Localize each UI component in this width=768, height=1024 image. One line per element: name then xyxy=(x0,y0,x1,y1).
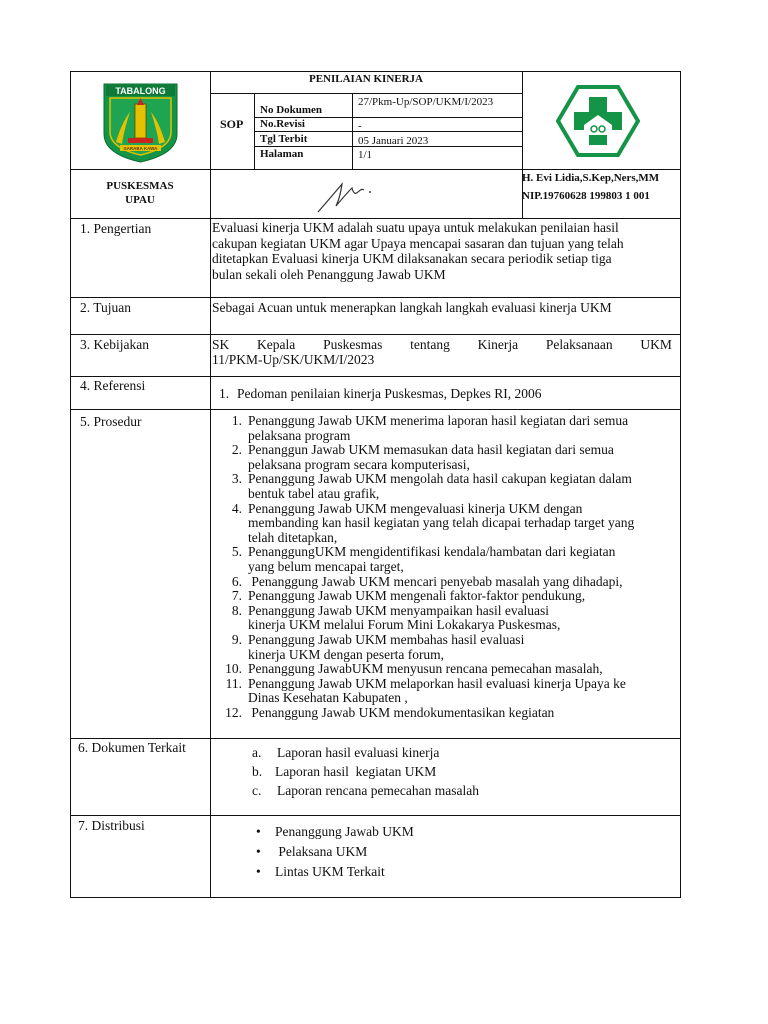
distribusi-item: Pelaksana UKM xyxy=(275,844,368,859)
prosedur-line: Penanggung Jawab UKM mengevaluasi kinerja UKM dengan xyxy=(248,500,583,516)
pengertian-line: cakupan kegiatan UKM agar Upaya mencapai sasaran dan tujuan yang telah xyxy=(212,235,624,251)
kebijakan-word: Kinerja xyxy=(477,337,519,352)
org-name-line1: PUSKESMAS xyxy=(106,180,174,192)
prosedur-line: PenanggungUKM mengidentifikasi kendala/hambatan dari kegiatan xyxy=(248,544,616,560)
prosedur-num: 7. xyxy=(231,588,242,604)
prosedur-item xyxy=(212,443,678,472)
section-label-prosedur: 5. Prosedur xyxy=(80,414,142,429)
section-label-pengertian: 1. Pengertian xyxy=(80,221,152,236)
prosedur-line: Penanggung Jawab UKM menyampaikan hasil evaluasi xyxy=(248,602,550,618)
referensi-num: 1. xyxy=(219,386,230,401)
section-label-referensi: 4. Referensi xyxy=(80,378,146,393)
prosedur-num: 9. xyxy=(231,631,242,647)
prosedur-num: 11. xyxy=(225,675,242,691)
dokumen-num: c. xyxy=(252,783,262,798)
prosedur-line: membanding kan hasil kegiatan yang telah dicapai terhadap target yang xyxy=(248,515,635,531)
distribusi-item: Penanggung Jawab UKM xyxy=(275,824,414,839)
field-value-no-dokumen: 27/Pkm-Up/SOP/UKM/I/2023 xyxy=(358,96,494,108)
prosedur-item xyxy=(212,575,678,590)
prosedur-line: Penanggung Jawab UKM melaporkan hasil evaluasi kinerja Upaya ke xyxy=(248,675,626,691)
signature-stroke xyxy=(318,184,364,212)
prosedur-num: 2. xyxy=(231,442,242,458)
prosedur-item xyxy=(212,472,678,501)
dokumen-num: b. xyxy=(252,764,263,779)
pengertian-line: bulan sekali oleh Penanggung Jawab UKM xyxy=(212,266,446,282)
pengertian-line: Evaluasi kinerja UKM adalah suatu upaya untuk melakukan penilaian hasil xyxy=(212,220,619,235)
referensi-text: Pedoman penilaian kinerja Puskesmas, Depkes RI, 2006 xyxy=(237,386,542,401)
emblem-tower xyxy=(135,104,146,138)
prosedur-item xyxy=(212,502,678,546)
prosedur-item xyxy=(212,604,678,633)
pengertian-text xyxy=(212,220,678,282)
signer-name: H. Evi Lidia,S.Kep,Ners,MM xyxy=(522,172,660,184)
tabalong-emblem xyxy=(102,82,179,164)
dokumen-text: Laporan rencana pemecahan masalah xyxy=(277,783,480,798)
signature-dot xyxy=(369,191,371,193)
dokumen-text: Laporan hasil evaluasi kinerja xyxy=(277,745,440,760)
prosedur-line: Penanggung Jawab UKM mengolah data hasil cakupan kegiatan dalam xyxy=(248,471,632,487)
prosedur-num: 1. xyxy=(231,413,242,428)
field-value-no-revisi: - xyxy=(358,120,362,132)
prosedur-item xyxy=(212,677,678,706)
emblem-title: TABALONG xyxy=(115,86,166,96)
prosedur-line: kinerja UKM melalui Forum Mini Lokakarya Puskesmas, xyxy=(248,617,561,633)
kebijakan-word: UKM xyxy=(640,337,672,352)
tujuan-text: Sebagai Acuan untuk menerapkan langkah langkah evaluasi kinerja UKM xyxy=(212,300,612,315)
prosedur-line: Penanggung Jawab UKM mendokumentasikan kegiatan xyxy=(248,704,555,720)
section-label-tujuan: 2. Tujuan xyxy=(80,300,132,315)
prosedur-line: Penanggung Jawab UKM mengenali faktor-faktor pendukung, xyxy=(248,588,586,604)
document-title: PENILAIAN KINERJA xyxy=(309,73,423,85)
dokumen-num: a. xyxy=(252,745,262,760)
field-label-no-revisi: No.Revisi xyxy=(260,118,305,130)
prosedur-num: 12. xyxy=(225,704,242,720)
kebijakan-line2: 11/PKM-Up/SK/UKM/I/2023 xyxy=(212,352,375,367)
prosedur-line: pelaksana program secara komputerisasi, xyxy=(248,456,470,472)
prosedur-line: telah ditetapkan, xyxy=(248,529,338,545)
prosedur-item xyxy=(212,706,678,721)
section-label-kebijakan: 3. Kebijakan xyxy=(80,337,149,352)
field-label-tgl-terbit: Tgl Terbit xyxy=(260,133,308,145)
prosedur-line: Penanggung Jawab UKM membahas hasil evaluasi xyxy=(248,631,525,647)
org-name-line2: UPAU xyxy=(125,194,155,206)
kebijakan-word: Puskesmas xyxy=(323,337,383,352)
prosedur-num: 4. xyxy=(231,500,242,516)
dokumen-text: Laporan hasil kegiatan UKM xyxy=(275,764,437,779)
prosedur-line: Penanggun Jawab UKM memasukan data hasil kegiatan dari semua xyxy=(248,442,614,458)
prosedur-item xyxy=(212,589,678,604)
prosedur-item xyxy=(212,414,678,443)
distribusi-bullet: • xyxy=(256,864,261,879)
prosedur-line: Penanggung Jawab UKM mencari penyebab masalah yang dihadapi, xyxy=(248,573,623,589)
prosedur-item xyxy=(212,545,678,574)
kebijakan-word: tentang xyxy=(410,337,450,352)
prosedur-line: Dinas Kesehatan Kabupaten , xyxy=(248,690,408,706)
prosedur-item xyxy=(212,633,678,662)
prosedur-line: bentuk tabel atau grafik, xyxy=(248,485,380,501)
prosedur-line: Penanggung Jawab UKM menerima laporan hasil kegiatan dari semua xyxy=(248,413,629,428)
prosedur-num: 3. xyxy=(231,471,242,487)
field-label-halaman: Halaman xyxy=(260,148,304,160)
pengertian-line: ditetapkan Evaluasi kinerja UKM dilaksanakan secara periodik setiap tiga xyxy=(212,251,612,266)
sop-label: SOP xyxy=(220,117,244,131)
prosedur-line: Penanggung JawabUKM menyusun rencana pemecahan masalah, xyxy=(248,661,603,677)
prosedur-line: pelaksana program xyxy=(248,427,351,443)
kebijakan-word: Pelaksanaan xyxy=(545,337,613,352)
kebijakan-line1 xyxy=(212,337,672,352)
prosedur-num: 6. xyxy=(231,573,242,589)
prosedur-line: kinerja UKM dengan peserta forum, xyxy=(248,646,445,662)
field-label-no-dokumen: No Dokumen xyxy=(260,104,323,116)
section-label-dokumen: 6. Dokumen Terkait xyxy=(78,740,186,755)
prosedur-num: 8. xyxy=(231,602,242,618)
kebijakan-word: Kepala xyxy=(257,337,296,352)
prosedur-num: 5. xyxy=(231,544,242,560)
distribusi-item: Lintas UKM Terkait xyxy=(275,864,385,879)
distribusi-bullet: • xyxy=(256,844,261,859)
kebijakan-word: SK xyxy=(212,337,230,352)
emblem-motto: SARABA KAWA xyxy=(123,145,158,151)
field-value-tgl-terbit: 05 Januari 2023 xyxy=(358,135,429,147)
prosedur-list xyxy=(212,414,678,720)
section-label-distribusi: 7. Distribusi xyxy=(78,818,145,833)
distribusi-bullet: • xyxy=(256,824,261,839)
emblem-red-band xyxy=(128,138,153,143)
signature xyxy=(312,176,398,216)
prosedur-item xyxy=(212,662,678,677)
prosedur-num: 10. xyxy=(225,661,242,677)
puskesmas-logo xyxy=(556,85,640,157)
signer-nip: NIP.19760628 199803 1 001 xyxy=(522,190,650,202)
prosedur-line: yang belum mencapai target, xyxy=(248,558,404,574)
field-value-halaman: 1/1 xyxy=(358,149,373,161)
